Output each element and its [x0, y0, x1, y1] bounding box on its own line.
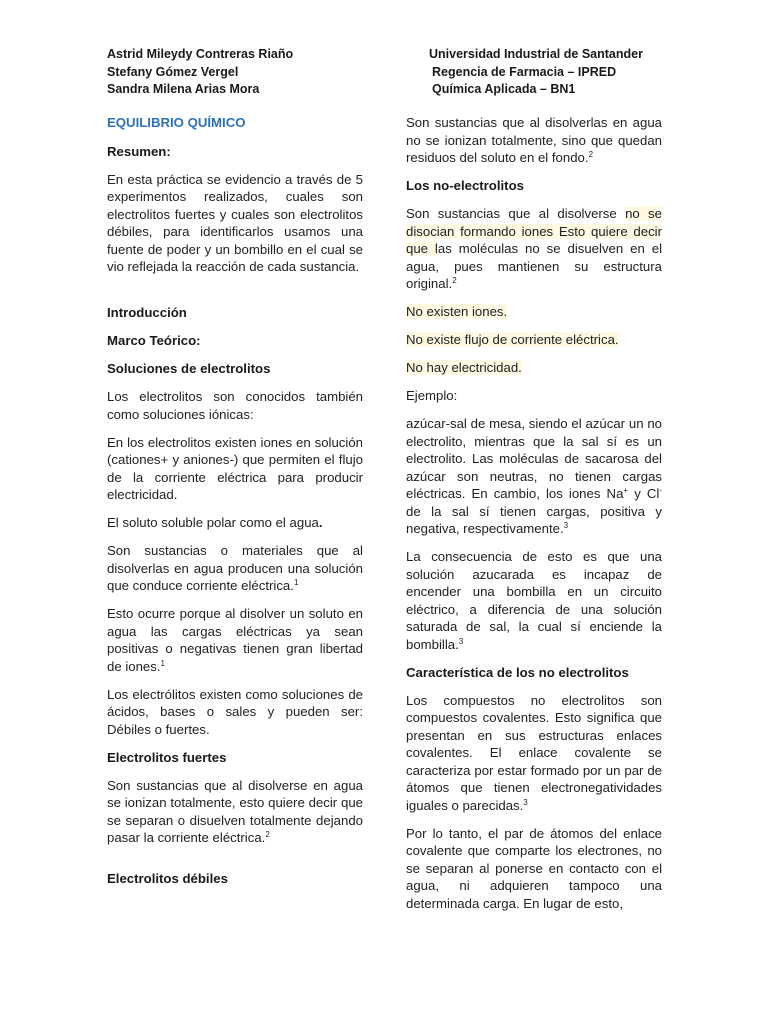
paragraph — [107, 605, 363, 675]
citation-ref: 2 — [265, 830, 270, 839]
citation-ref: 2 — [452, 276, 457, 285]
highlighted-text: no se disocian formando iones Esto quiere decir que l — [406, 206, 662, 256]
marco-heading: Marco Teórico: — [107, 333, 201, 348]
superscript: - — [659, 486, 663, 495]
paragraph — [406, 331, 662, 349]
paragraph-text: as moléculas no se disuelven en el agua, pues mantienen su estructura original. — [406, 241, 662, 291]
paragraph-text: La consecuencia de esto es que una solución azucarada es incapaz de encender una bombilla en un circuito eléctrico, a diferencia de una solución saturada de sal, la cual sí enciende la bombilla. — [406, 549, 662, 652]
citation-ref: 3 — [523, 797, 528, 807]
right-column — [406, 114, 662, 923]
highlighted-text: No existen iones. — [406, 304, 508, 319]
author-name: Astrid Mileydy Contreras Riaño — [107, 47, 294, 61]
no-electrolitos-heading: Los no-electrolitos — [406, 178, 524, 193]
paragraph — [406, 415, 662, 538]
paragraph: En los electrolitos existen iones en solución (cationes+ y aniones-) que permiten el flujo de la corriente eléctrica para producir electricidad. — [107, 434, 363, 502]
spacer — [107, 286, 363, 304]
paragraph: Ejemplo: — [406, 388, 458, 403]
paragraph-text: Son sustancias que al disolverlas en agua no se ionizan totalmente, sino que quedan residuos del soluto en el fondo. — [406, 115, 662, 165]
author-name: Sandra Milena Arias Mora — [107, 82, 260, 96]
period: . — [318, 515, 323, 530]
paragraph-text: Esto ocurre porque al disolver un soluto en agua las cargas eléctricas ya sean positivas o negativas tienen gran libertad de iones. — [107, 606, 363, 674]
institution-block — [429, 46, 643, 99]
paragraph: Los electrólitos existen como soluciones de ácidos, bases o sales y pueden ser: Débiles o fuertes. — [107, 686, 363, 737]
paragraph — [406, 303, 662, 321]
paragraph-text: Son sustancias o materiales que al disolverlas en agua producen una solución que conduce corriente eléctrica. — [107, 543, 363, 593]
paragraph — [406, 205, 662, 293]
paragraph — [406, 548, 662, 653]
highlighted-text: No hay electricidad. — [406, 360, 522, 375]
paragraph: Los electrolitos son conocidos también como soluciones iónicas: — [107, 389, 363, 422]
document-title: EQUILIBRIO QUÍMICO — [107, 115, 246, 130]
citation-ref: 1 — [293, 578, 299, 587]
paragraph-text: Son sustancias que al disolverse en agua se ionizan totalmente, esto quiere decir que se separan o disuelven totalmente dejando pasar la corriente eléctrica. — [107, 777, 363, 845]
course-name: Química Aplicada – BN1 — [432, 82, 576, 96]
paragraph — [406, 692, 662, 815]
paragraph — [107, 542, 363, 595]
paragraph-text: El soluto soluble polar como el agua — [107, 515, 319, 530]
paragraph-text: azúcar-sal de mesa, siendo el azúcar un no electrolito, mientras que la sal sí es un electrolito. Las moléculas de sacarosa del azúcar son neutras, no tienen cargas eléctricas. En cambio, los iones Na — [406, 416, 662, 501]
resumen-paragraph: En esta práctica se evidencio a través de 5 experimentos realizados, cuales son electrolitos fuertes y cuales son electrolitos débiles, para identificarlos usamos una fuente de poder y un bombillo en el cual se vio reflejada la reacción de cada sustancia. — [107, 171, 363, 274]
paragraph-text: Los compuestos no electrolitos son compuestos covalentes. Esto significa que presentan en sus estructuras enlaces covalentes. El enlace covalente se caracteriza por estar formado por un par de átomos que tienen electronegatividades iguales o parecidas. — [406, 692, 662, 813]
paragraph-text: y Cl — [628, 486, 660, 501]
paragraph — [107, 514, 363, 532]
paragraph — [406, 359, 662, 377]
superscript: + — [623, 486, 629, 495]
paragraph — [107, 777, 363, 847]
spacer — [107, 857, 363, 870]
university-name: Universidad Industrial de Santander — [429, 47, 643, 61]
intro-heading: Introducción — [107, 305, 187, 320]
citation-ref: 1 — [160, 658, 165, 668]
paragraph — [406, 114, 662, 167]
paragraph-text: de la sal sí tienen cargas, positiva y negativa, respectivamente. — [406, 503, 662, 536]
debiles-heading: Electrolitos débiles — [107, 871, 228, 886]
author-name: Stefany Gómez Vergel — [107, 64, 239, 79]
citation-ref: 3 — [458, 636, 464, 646]
paragraph: Por lo tanto, el par de átomos del enlace covalente que comparte los electrones, no se separan al ponerse en contacto con el agua, ni adquieren tampoco una determinada carga. En lugar de esto, — [406, 825, 662, 911]
citation-ref: 2 — [588, 150, 594, 159]
soluciones-heading: Soluciones de electrolitos — [107, 361, 271, 376]
fuertes-heading: Electrolitos fuertes — [107, 749, 227, 765]
highlighted-text: No existe flujo de corriente eléctrica. — [406, 332, 619, 347]
author-list — [107, 46, 293, 99]
program-name: Regencia de Farmacia – IPRED — [432, 64, 617, 79]
resumen-heading: Resumen: — [107, 143, 171, 159]
caracteristica-heading: Característica de los no electrolitos — [406, 664, 629, 680]
left-column — [107, 114, 363, 898]
paragraph-text: Son sustancias que al disolverse — [406, 206, 626, 221]
citation-ref: 3 — [563, 521, 569, 530]
